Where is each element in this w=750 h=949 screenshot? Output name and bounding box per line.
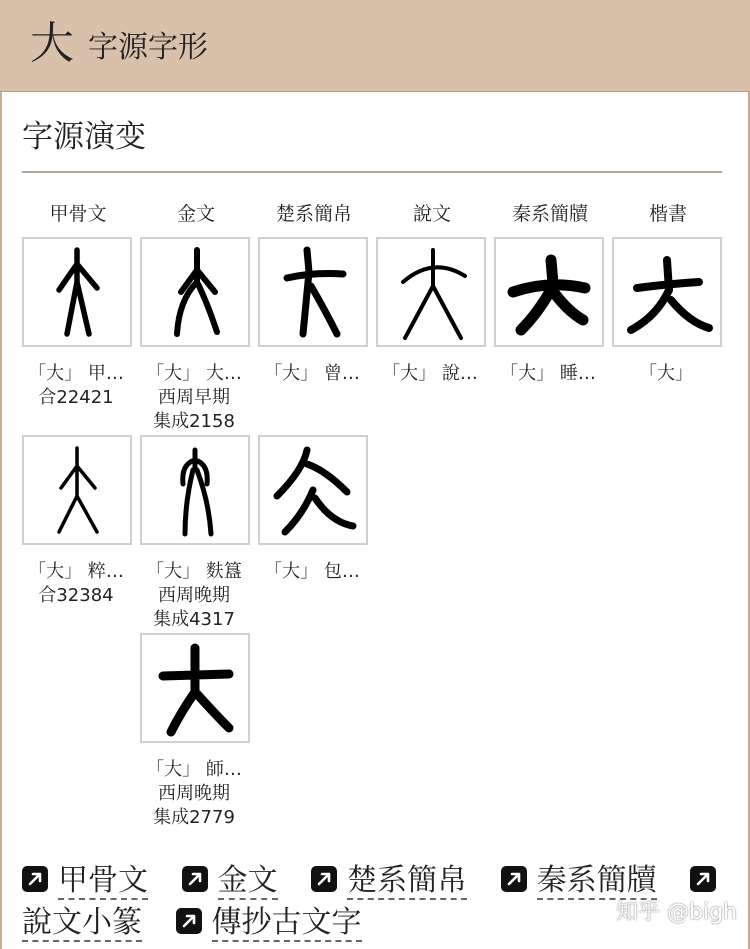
external-link-arrow-icon bbox=[501, 866, 527, 892]
link-small-seal[interactable]: 說文小篆 bbox=[22, 863, 726, 940]
section-divider bbox=[22, 171, 722, 173]
header-character: 大 bbox=[30, 18, 74, 69]
header-bar bbox=[0, 0, 750, 92]
regular-script-glyph-icon bbox=[617, 242, 717, 342]
watermark: 知乎 @bigh bbox=[616, 900, 737, 925]
header-title: 字源字形 bbox=[88, 30, 208, 65]
external-link-arrow-icon bbox=[22, 866, 48, 892]
link-chu-slips[interactable]: 楚系簡帛 bbox=[311, 863, 467, 898]
external-link-arrow-icon bbox=[176, 908, 202, 934]
glyph-caption: 「大」 大… 西周早期 集成2158 bbox=[146, 363, 242, 432]
glyph-caption: 「大」 甲… 合22421 bbox=[28, 363, 124, 408]
link-oracle-bone[interactable]: 甲骨文 bbox=[22, 863, 148, 898]
column-header-bronze: 金文 bbox=[176, 203, 215, 225]
bronze-glyph-icon bbox=[145, 638, 245, 738]
external-link-arrow-icon bbox=[311, 866, 337, 892]
qin-slip-glyph-icon bbox=[499, 242, 599, 342]
glyph-chu-2[interactable] bbox=[258, 435, 368, 545]
chu-slip-glyph-icon bbox=[263, 440, 363, 540]
glyph-qin-1[interactable] bbox=[494, 237, 604, 347]
glyph-oracle-1[interactable] bbox=[22, 237, 132, 347]
column-header-kaishu: 楷書 bbox=[648, 203, 687, 225]
glyph-caption: 「大」 包… bbox=[264, 561, 360, 582]
glyph-bronze-3[interactable] bbox=[140, 633, 250, 743]
column-header-oracle: 甲骨文 bbox=[49, 203, 107, 225]
glyph-caption: 「大」 粹… 合32384 bbox=[28, 561, 124, 606]
glyph-caption: 「大」 曾… bbox=[264, 363, 360, 384]
external-link-arrow-icon bbox=[182, 866, 208, 892]
bronze-glyph-icon bbox=[145, 242, 245, 342]
glyph-caption: 「大」 bbox=[639, 363, 693, 384]
chu-slip-glyph-icon bbox=[263, 242, 363, 342]
oracle-bone-glyph-icon bbox=[27, 440, 127, 540]
glyph-bronze-1[interactable] bbox=[140, 237, 250, 347]
oracle-bone-glyph-icon bbox=[27, 242, 127, 342]
glyph-caption: 「大」 師… 西周晚期 集成2779 bbox=[146, 759, 242, 828]
glyph-bronze-2[interactable] bbox=[140, 435, 250, 545]
column-header-shuowen: 說文 bbox=[412, 203, 451, 225]
link-qin-slips[interactable]: 秦系簡牘 bbox=[501, 863, 657, 898]
seal-script-glyph-icon bbox=[381, 242, 481, 342]
link-transmitted-ancient[interactable]: 傳抄古文字 bbox=[176, 905, 362, 940]
glyph-kaishu-1[interactable] bbox=[612, 237, 722, 347]
link-bronze[interactable]: 金文 bbox=[182, 863, 278, 898]
column-header-qin: 秦系簡牘 bbox=[511, 203, 588, 225]
glyph-chu-1[interactable] bbox=[258, 237, 368, 347]
glyph-caption: 「大」 說… bbox=[382, 363, 478, 384]
glyph-caption: 「大」 睡… bbox=[500, 363, 596, 384]
glyph-oracle-2[interactable] bbox=[22, 435, 132, 545]
bronze-glyph-icon bbox=[145, 440, 245, 540]
glyph-shuowen-1[interactable] bbox=[376, 237, 486, 347]
column-header-chu: 楚系簡帛 bbox=[275, 203, 352, 225]
section-title: 字源演变 bbox=[22, 119, 146, 155]
glyph-caption: 「大」 麩簋 西周晚期 集成4317 bbox=[146, 561, 242, 630]
external-link-arrow-icon bbox=[690, 866, 716, 892]
